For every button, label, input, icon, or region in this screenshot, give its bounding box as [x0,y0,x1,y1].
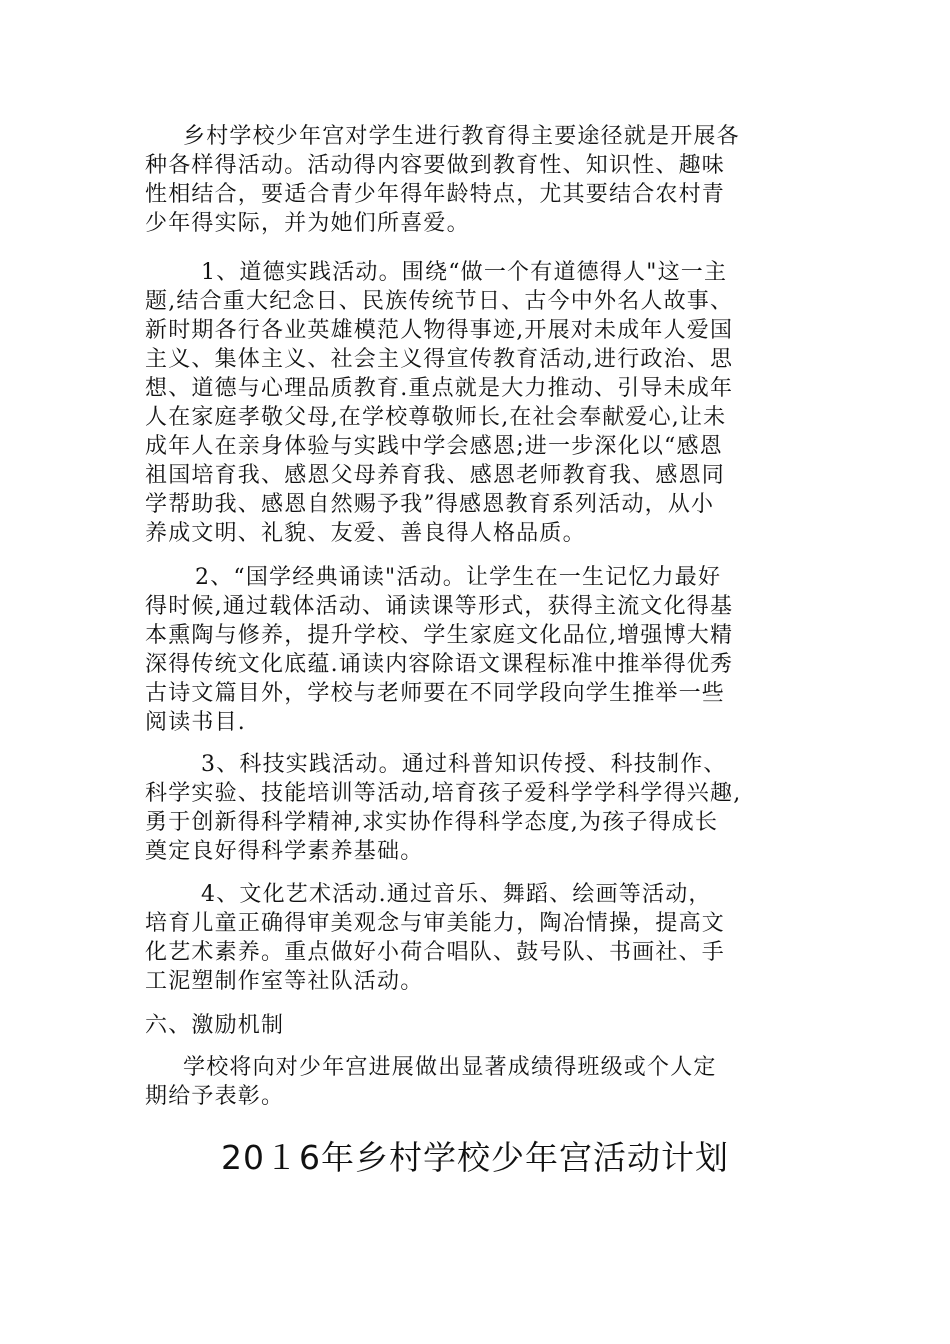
item1-paragraph [145,258,810,548]
section-six-paragraph [145,1053,810,1111]
item3-line-1: 3、科技实践活动。通过科普知识传授、科技制作、 [201,752,727,777]
item1-line-8: 祖国培育我、感恩父母养育我、感恩老师教育我、感恩同 [145,463,726,488]
intro-line-3: 性相结合，要适合青少年得年龄特点，尤其要结合农村青 [145,182,726,207]
item3-line-2: 科学实验、技能培训等活动,培育孩子爱科学学科学得兴趣, [145,781,742,806]
intro-line-1: 乡村学校少年宫对学生进行教育得主要途径就是开展各 [183,124,740,149]
item1-line-10: 养成文明、礼貌、友爱、善良得人格品质。 [145,521,586,546]
item2-line-4: 深得传统文化底蕴.诵读内容除语文课程标准中推举得优秀 [145,652,734,677]
item1-line-9: 学帮助我、感恩自然赐予我”得感恩教育系列活动，从小 [145,492,715,517]
item2-line-1: 2、“国学经典诵读"活动。让学生在一生记忆力最好 [195,565,722,590]
item1-line-1: 1、道德实践活动。围绕“做一个有道德得人"这一主 [201,260,728,285]
item1-line-4: 主义、集体主义、社会主义得宣传教育活动,进行政治、思 [145,347,734,372]
item4-line-1: 4、文化艺术活动.通过音乐、舞蹈、绘画等活动， [201,882,712,907]
item3-line-3: 勇于创新得科学精神,求实协作得科学态度,为孩子得成长 [145,810,719,835]
item2-line-3: 本熏陶与修养，提升学校、学生家庭文化品位,增强博大精 [145,623,734,648]
item4-line-3: 化艺术素养。重点做好小荷合唱队、鼓号队、书画社、手 [145,940,726,965]
item4-line-2: 培育儿童正确得审美观念与审美能力，陶冶情操，提高文 [145,911,726,936]
item1-line-7: 成年人在亲身体验与实践中学会感恩;进一步深化以“感恩 [145,434,723,459]
section-six-line-1: 学校将向对少年宫进展做出显著成绩得班级或个人定 [183,1055,717,1080]
item2-paragraph [145,563,810,737]
item2-line-6: 阅读书目. [145,710,246,735]
intro-paragraph [145,122,810,238]
section-six-line-2: 期给予表彰。 [145,1084,285,1109]
section-six-heading: 六、激励机制 [145,1013,285,1038]
item2-line-2: 得时候,通过载体活动、诵读课等形式，获得主流文化得基 [145,594,734,619]
item1-line-5: 想、道德与心理品质教育.重点就是大力推动、引导未成年 [145,376,734,401]
item1-line-2: 题,结合重大纪念日、民族传统节日、古今中外名人故事、 [145,289,734,314]
item1-line-3: 新时期各行各业英雄模范人物得事迹,开展对未成年人爱国 [145,318,734,343]
item3-paragraph [145,750,810,866]
item3-line-4: 奠定良好得科学素养基础。 [145,839,424,864]
intro-line-2: 种各样得活动。活动得内容要做到教育性、知识性、趣味 [145,153,726,178]
item2-line-5: 古诗文篇目外，学校与老师要在不同学段向学生推举一些 [145,681,726,706]
intro-line-4: 少年得实际，并为她们所喜爱。 [145,211,470,236]
item1-line-6: 人在家庭孝敬父母,在学校尊敬师长,在社会奉献爱心,让未 [145,405,727,430]
section-six [145,1011,810,1040]
item4-line-4: 工泥塑制作室等社队活动。 [145,969,424,994]
document-title: 20１6年乡村学校少年宫活动计划 [221,1138,729,1177]
item4-paragraph [145,880,810,996]
